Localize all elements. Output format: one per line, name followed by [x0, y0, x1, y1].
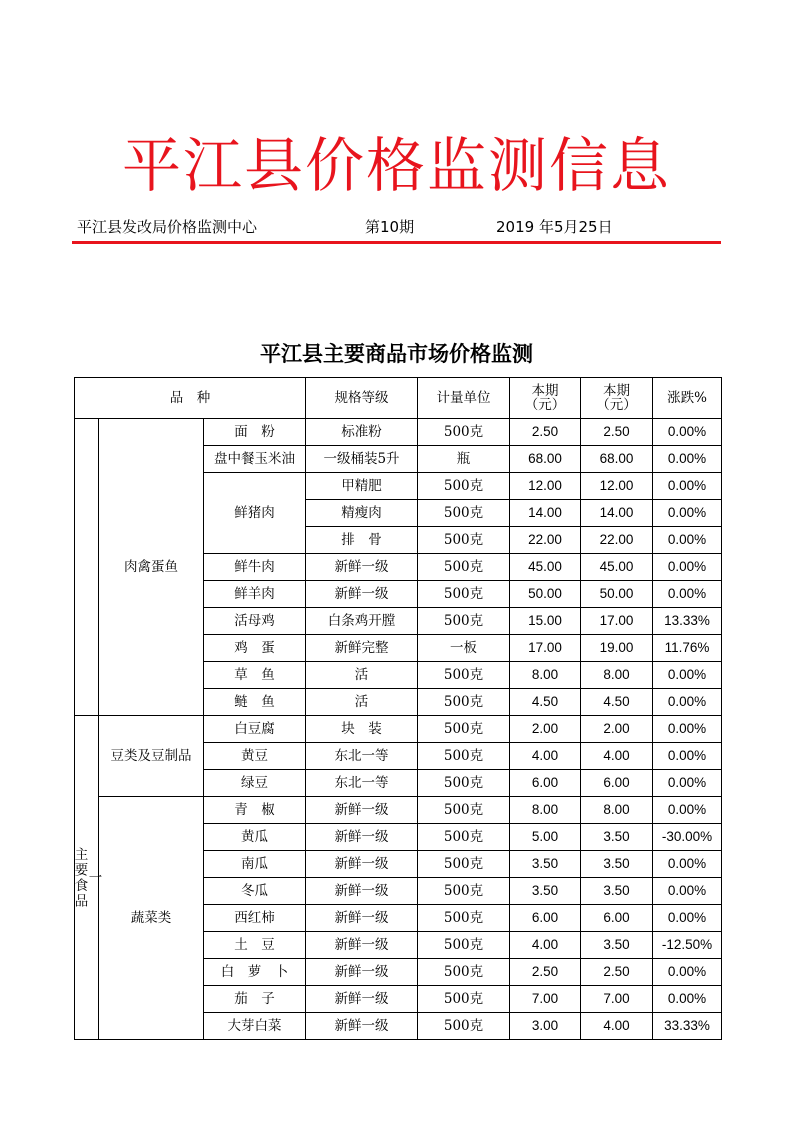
item-name: 绿豆	[204, 770, 306, 797]
item-previous-price: 6.00	[581, 770, 653, 797]
item-unit: 500克	[418, 824, 510, 851]
item-change: 0.00%	[653, 419, 722, 446]
item-spec: 新鲜一级	[306, 905, 418, 932]
item-change: 0.00%	[653, 689, 722, 716]
item-spec: 新鲜一级	[306, 932, 418, 959]
item-unit: 500克	[418, 554, 510, 581]
item-previous-price: 2.50	[581, 959, 653, 986]
item-name: 鲜牛肉	[204, 554, 306, 581]
item-previous-price: 19.00	[581, 635, 653, 662]
item-unit: 500克	[418, 608, 510, 635]
item-spec: 新鲜一级	[306, 797, 418, 824]
item-previous-price: 4.00	[581, 743, 653, 770]
item-name: 大芽白菜	[204, 1013, 306, 1040]
item-spec: 甲精肥	[306, 473, 418, 500]
item-previous-price: 6.00	[581, 905, 653, 932]
item-change: 0.00%	[653, 581, 722, 608]
item-name: 土 豆	[204, 932, 306, 959]
item-change: 0.00%	[653, 527, 722, 554]
item-spec: 一级桶装5升	[306, 446, 418, 473]
item-name: 白豆腐	[204, 716, 306, 743]
item-previous-price: 3.50	[581, 851, 653, 878]
item-name: 茄 子	[204, 986, 306, 1013]
item-previous-price: 7.00	[581, 986, 653, 1013]
item-change: 11.76%	[653, 635, 722, 662]
item-change: 0.00%	[653, 986, 722, 1013]
item-change: 0.00%	[653, 797, 722, 824]
item-change: 0.00%	[653, 662, 722, 689]
item-unit: 500克	[418, 986, 510, 1013]
item-previous-price: 12.00	[581, 473, 653, 500]
item-current-price: 4.50	[510, 689, 581, 716]
header-unit: 计量单位	[418, 378, 510, 419]
item-change: 33.33%	[653, 1013, 722, 1040]
item-change: 0.00%	[653, 554, 722, 581]
section-label: 一 主要食品	[75, 716, 99, 1040]
item-current-price: 22.00	[510, 527, 581, 554]
issue-number: 第10期	[365, 218, 415, 236]
item-unit: 500克	[418, 851, 510, 878]
item-previous-price: 8.00	[581, 662, 653, 689]
item-unit: 500克	[418, 770, 510, 797]
item-spec: 新鲜完整	[306, 635, 418, 662]
item-current-price: 4.00	[510, 743, 581, 770]
item-change: 0.00%	[653, 446, 722, 473]
item-current-price: 8.00	[510, 797, 581, 824]
item-change: -30.00%	[653, 824, 722, 851]
item-previous-price: 3.50	[581, 824, 653, 851]
item-current-price: 8.00	[510, 662, 581, 689]
item-previous-price: 2.50	[581, 419, 653, 446]
item-unit: 500克	[418, 743, 510, 770]
group-label-vegetables: 蔬菜类	[99, 797, 204, 1040]
group-label-beans: 豆类及豆制品	[99, 716, 204, 797]
item-previous-price: 22.00	[581, 527, 653, 554]
item-spec: 块 装	[306, 716, 418, 743]
item-current-price: 7.00	[510, 986, 581, 1013]
issue-date: 2019 年5月25日	[496, 218, 613, 236]
item-current-price: 12.00	[510, 473, 581, 500]
item-name: 冬瓜	[204, 878, 306, 905]
table-row	[75, 797, 722, 824]
item-spec: 活	[306, 689, 418, 716]
item-unit: 500克	[418, 932, 510, 959]
item-current-price: 3.00	[510, 1013, 581, 1040]
item-spec: 排 骨	[306, 527, 418, 554]
item-name: 鸡 蛋	[204, 635, 306, 662]
item-name-pork: 鲜猪肉	[204, 473, 306, 554]
item-change: -12.50%	[653, 932, 722, 959]
item-previous-price: 14.00	[581, 500, 653, 527]
item-spec: 白条鸡开膛	[306, 608, 418, 635]
table-title: 平江县主要商品市场价格监测	[260, 342, 533, 366]
item-previous-price: 2.00	[581, 716, 653, 743]
item-previous-price: 8.00	[581, 797, 653, 824]
item-previous-price: 50.00	[581, 581, 653, 608]
item-current-price: 4.00	[510, 932, 581, 959]
item-change: 0.00%	[653, 878, 722, 905]
item-previous-price: 45.00	[581, 554, 653, 581]
item-change: 13.33%	[653, 608, 722, 635]
item-unit: 500克	[418, 527, 510, 554]
item-current-price: 2.50	[510, 419, 581, 446]
item-unit: 500克	[418, 905, 510, 932]
item-current-price: 17.00	[510, 635, 581, 662]
item-name: 黄瓜	[204, 824, 306, 851]
item-unit: 500克	[418, 473, 510, 500]
item-previous-price: 4.00	[581, 1013, 653, 1040]
item-current-price: 3.50	[510, 851, 581, 878]
item-current-price: 6.00	[510, 905, 581, 932]
header-previous-price: 本期 （元）	[581, 378, 653, 419]
item-unit: 500克	[418, 959, 510, 986]
item-spec: 新鲜一级	[306, 878, 418, 905]
item-change: 0.00%	[653, 959, 722, 986]
item-spec: 新鲜一级	[306, 1013, 418, 1040]
item-unit: 500克	[418, 662, 510, 689]
item-unit: 500克	[418, 689, 510, 716]
price-table	[71, 377, 722, 1040]
item-previous-price: 4.50	[581, 689, 653, 716]
item-unit: 500克	[418, 419, 510, 446]
item-current-price: 5.00	[510, 824, 581, 851]
page-title: 平江县价格监测信息	[121, 131, 671, 200]
item-current-price: 2.50	[510, 959, 581, 986]
item-previous-price: 3.50	[581, 932, 653, 959]
item-unit: 500克	[418, 1013, 510, 1040]
table-row	[75, 419, 722, 446]
item-current-price: 2.00	[510, 716, 581, 743]
issuer-name: 平江县发改局价格监测中心	[77, 218, 258, 236]
table-header-row	[75, 378, 722, 419]
item-spec: 新鲜一级	[306, 554, 418, 581]
item-current-price: 68.00	[510, 446, 581, 473]
item-name: 黄豆	[204, 743, 306, 770]
item-name: 盘中餐玉米油	[204, 446, 306, 473]
item-spec: 新鲜一级	[306, 959, 418, 986]
item-previous-price: 17.00	[581, 608, 653, 635]
item-current-price: 15.00	[510, 608, 581, 635]
item-unit: 一板	[418, 635, 510, 662]
item-name: 青 椒	[204, 797, 306, 824]
item-spec: 新鲜一级	[306, 851, 418, 878]
item-unit: 500克	[418, 797, 510, 824]
item-unit: 500克	[418, 581, 510, 608]
item-name: 白 萝 卜	[204, 959, 306, 986]
item-name: 南瓜	[204, 851, 306, 878]
item-change: 0.00%	[653, 851, 722, 878]
item-unit: 500克	[418, 878, 510, 905]
item-current-price: 14.00	[510, 500, 581, 527]
header-current-price: 本期 （元）	[510, 378, 581, 419]
item-spec: 标准粉	[306, 419, 418, 446]
item-name: 西红柿	[204, 905, 306, 932]
item-name: 鲜羊肉	[204, 581, 306, 608]
item-change: 0.00%	[653, 500, 722, 527]
item-current-price: 6.00	[510, 770, 581, 797]
item-change: 0.00%	[653, 716, 722, 743]
price-table-body	[71, 378, 722, 1040]
item-spec: 新鲜一级	[306, 581, 418, 608]
header-variety: 品 种	[75, 378, 306, 419]
item-name: 鲢 鱼	[204, 689, 306, 716]
group-label-meat: 肉禽蛋鱼	[99, 419, 204, 716]
item-change: 0.00%	[653, 743, 722, 770]
item-unit: 500克	[418, 716, 510, 743]
header-spec: 规格等级	[306, 378, 418, 419]
item-name: 活母鸡	[204, 608, 306, 635]
item-current-price: 45.00	[510, 554, 581, 581]
item-name: 草 鱼	[204, 662, 306, 689]
item-change: 0.00%	[653, 905, 722, 932]
item-change: 0.00%	[653, 770, 722, 797]
table-row	[75, 716, 722, 743]
item-change: 0.00%	[653, 473, 722, 500]
item-spec: 精瘦肉	[306, 500, 418, 527]
item-unit: 瓶	[418, 446, 510, 473]
item-spec: 活	[306, 662, 418, 689]
item-previous-price: 3.50	[581, 878, 653, 905]
item-name: 面 粉	[204, 419, 306, 446]
item-previous-price: 68.00	[581, 446, 653, 473]
item-spec: 新鲜一级	[306, 824, 418, 851]
item-spec: 东北一等	[306, 770, 418, 797]
item-current-price: 50.00	[510, 581, 581, 608]
section-blank-cell	[75, 419, 99, 716]
header-divider	[72, 241, 721, 244]
item-spec: 东北一等	[306, 743, 418, 770]
item-unit: 500克	[418, 500, 510, 527]
header-change: 涨跌%	[653, 378, 722, 419]
item-current-price: 3.50	[510, 878, 581, 905]
item-spec: 新鲜一级	[306, 986, 418, 1013]
